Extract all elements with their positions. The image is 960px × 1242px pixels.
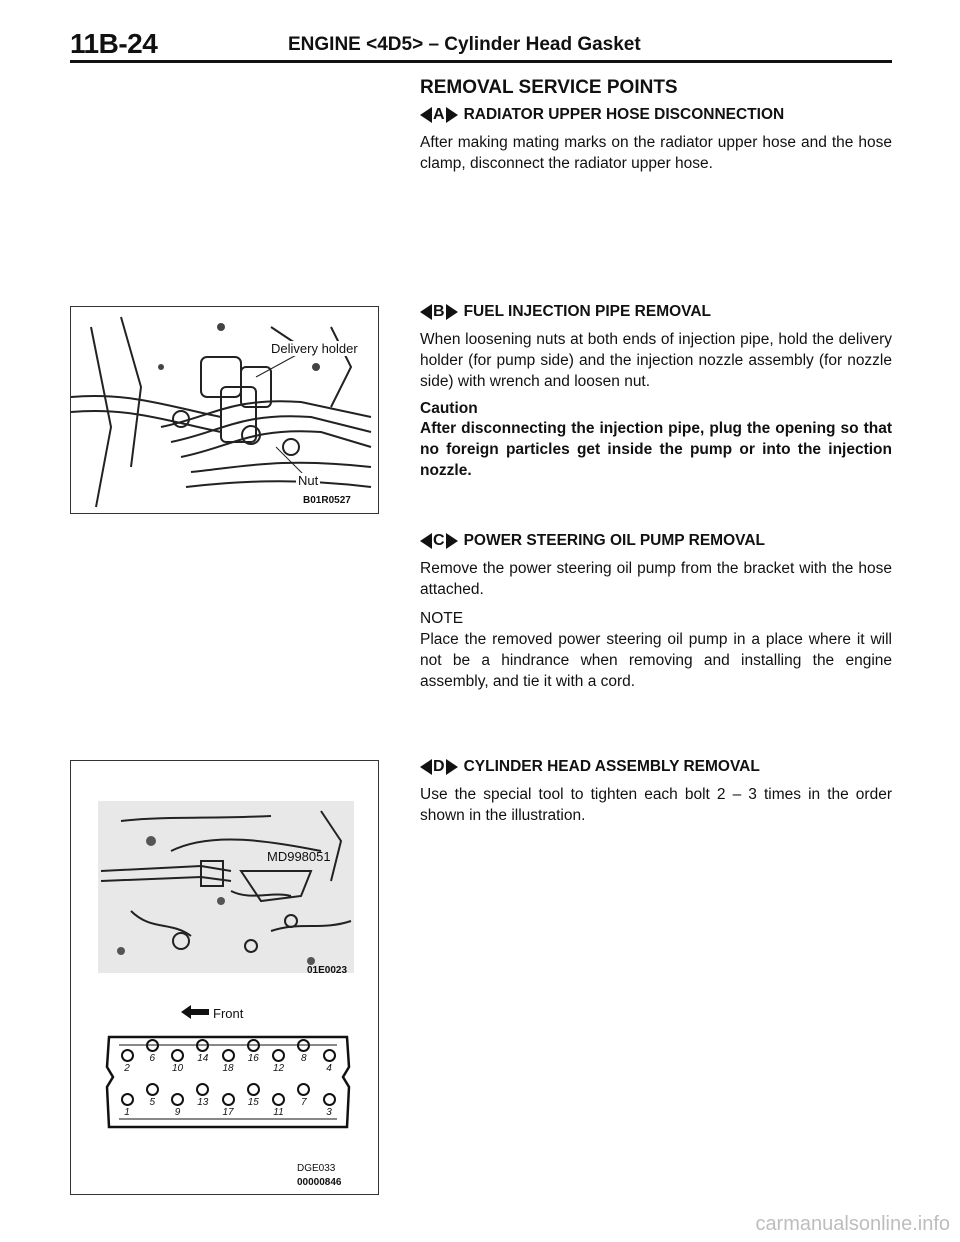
section-a-title: RADIATOR UPPER HOSE DISCONNECTION	[463, 106, 785, 123]
bolt-bottom-3	[319, 1083, 339, 1123]
bolt-circle-icon	[222, 1093, 235, 1106]
bolt-number: 5	[149, 1097, 156, 1108]
service-point-marker-d: D	[420, 758, 458, 776]
bolt-top-2	[117, 1039, 137, 1079]
bolt-top-18	[218, 1039, 238, 1079]
note-title: NOTE	[420, 610, 464, 627]
bolt-bottom-15	[243, 1083, 263, 1123]
service-point-marker-b: B	[420, 303, 458, 321]
bolt-circle-icon	[297, 1083, 310, 1096]
bolt-number: 4	[326, 1063, 332, 1074]
label-special-tool: MD998051	[267, 849, 331, 864]
section-c-title: POWER STEERING OIL PUMP REMOVAL	[463, 532, 765, 549]
bolt-number: 8	[300, 1053, 307, 1064]
bolt-bottom-5	[142, 1083, 162, 1123]
bolt-bottom-17	[218, 1083, 238, 1123]
figure-injection-pipe	[70, 306, 379, 514]
header-divider	[70, 60, 892, 63]
section-a-heading	[420, 106, 892, 124]
service-point-marker-c: C	[420, 532, 458, 550]
bolt-number: 11	[273, 1107, 284, 1118]
bolt-circle-icon	[247, 1039, 260, 1052]
bolt-number: 12	[272, 1063, 285, 1074]
bolt-sequence-diagram	[99, 1027, 357, 1137]
right-triangle-icon	[446, 759, 458, 775]
figure-bottom-code: 00000846	[297, 1177, 342, 1188]
bolt-top-6	[142, 1039, 162, 1079]
bolt-circle-icon	[222, 1049, 235, 1062]
section-d	[420, 758, 892, 826]
bolt-circle-icon	[121, 1093, 134, 1106]
right-triangle-icon	[446, 107, 458, 123]
bolt-number: 13	[197, 1097, 209, 1108]
diagram-code: DGE033	[297, 1163, 336, 1174]
bolt-circle-icon	[146, 1083, 159, 1096]
section-b-heading	[420, 303, 892, 321]
section-main-title: REMOVAL SERVICE POINTS	[420, 77, 678, 98]
page-number: 11B-24	[70, 28, 158, 59]
caution-body: After disconnecting the injection pipe, plug the opening so that no foreign particles get inside the pump or into the injection nozzle.	[420, 420, 892, 479]
section-a-body: After making mating marks on the radiator upper hose and the hose clamp, disconnect the radiator upper hose.	[420, 134, 892, 172]
bolt-bottom-9	[168, 1083, 188, 1123]
section-c	[420, 532, 892, 692]
bolt-number: 14	[197, 1053, 209, 1064]
bolt-number: 9	[174, 1107, 181, 1118]
section-d-heading	[420, 758, 892, 776]
bolt-circle-icon	[272, 1049, 285, 1062]
bolt-number: 10	[171, 1063, 184, 1074]
label-delivery-holder: Delivery holder	[271, 341, 358, 356]
bolt-circle-icon	[121, 1049, 134, 1062]
service-point-marker-a: A	[420, 106, 458, 124]
bolt-number: 2	[124, 1063, 130, 1074]
caution-title: Caution	[420, 400, 478, 417]
bolt-circle-icon	[196, 1039, 209, 1052]
note-body: Place the removed power steering oil pump in a place where it will not be a hindrance when removing and installing the engine assembly, and tie it with a cord.	[420, 631, 892, 690]
section-d-body: Use the special tool to tighten each bolt 2 – 3 times in the order shown in the illustration.	[420, 786, 892, 824]
bolt-number: 7	[300, 1097, 307, 1108]
bolt-top-16	[243, 1039, 263, 1079]
right-triangle-icon	[446, 304, 458, 320]
section-b-body: When loosening nuts at both ends of injection pipe, hold the delivery holder (for pump side) and the injection nozzle assembly (for nozzle side) with wrench and loosen nut.	[420, 331, 892, 390]
bolt-number: 1	[124, 1107, 130, 1118]
bolt-circle-icon	[196, 1083, 209, 1096]
section-c-heading	[420, 532, 892, 550]
bolt-bottom-13	[193, 1083, 213, 1123]
bolt-circle-icon	[297, 1039, 310, 1052]
front-arrow-icon	[181, 1005, 209, 1019]
bolt-top-4	[319, 1039, 339, 1079]
bolt-circle-icon	[247, 1083, 260, 1096]
bolt-number: 3	[326, 1107, 332, 1118]
bolt-number: 6	[149, 1053, 156, 1064]
bolt-circle-icon	[323, 1093, 336, 1106]
label-nut: Nut	[298, 473, 319, 488]
figure-code: B01R0527	[303, 495, 351, 506]
left-triangle-icon	[420, 304, 432, 320]
left-triangle-icon	[420, 533, 432, 549]
bolt-top-14	[193, 1039, 213, 1079]
bolt-number: 18	[222, 1063, 234, 1074]
section-d-title: CYLINDER HEAD ASSEMBLY REMOVAL	[463, 758, 760, 775]
right-triangle-icon	[446, 533, 458, 549]
left-triangle-icon	[420, 759, 432, 775]
injection-pipe-illustration	[71, 307, 378, 513]
bolt-circle-icon	[146, 1039, 159, 1052]
page-title: ENGINE <4D5> – Cylinder Head Gasket	[288, 34, 641, 55]
bolt-row-bottom	[117, 1083, 339, 1123]
left-triangle-icon	[420, 107, 432, 123]
bolt-bottom-7	[294, 1083, 314, 1123]
bolt-top-10	[168, 1039, 188, 1079]
section-c-body: Remove the power steering oil pump from the bracket with the hose attached.	[420, 560, 892, 598]
photo-code: 01E0023	[307, 965, 348, 976]
bolt-number: 16	[247, 1053, 259, 1064]
bolt-circle-icon	[323, 1049, 336, 1062]
bolt-bottom-11	[269, 1083, 289, 1123]
bolt-bottom-1	[117, 1083, 137, 1123]
label-front: Front	[213, 1006, 244, 1021]
bolt-number: 15	[247, 1097, 259, 1108]
bolt-circle-icon	[171, 1093, 184, 1106]
figure-head-bolt-order	[70, 760, 379, 1195]
bolt-row-top	[117, 1039, 339, 1079]
bolt-top-8	[294, 1039, 314, 1079]
bolt-number: 17	[222, 1107, 234, 1118]
bolt-circle-icon	[171, 1049, 184, 1062]
footer-watermark: carmanualsonline.info	[755, 1213, 950, 1235]
bolt-top-12	[269, 1039, 289, 1079]
section-a	[420, 106, 892, 174]
section-b	[420, 303, 892, 481]
section-b-title: FUEL INJECTION PIPE REMOVAL	[463, 303, 712, 320]
bolt-circle-icon	[272, 1093, 285, 1106]
